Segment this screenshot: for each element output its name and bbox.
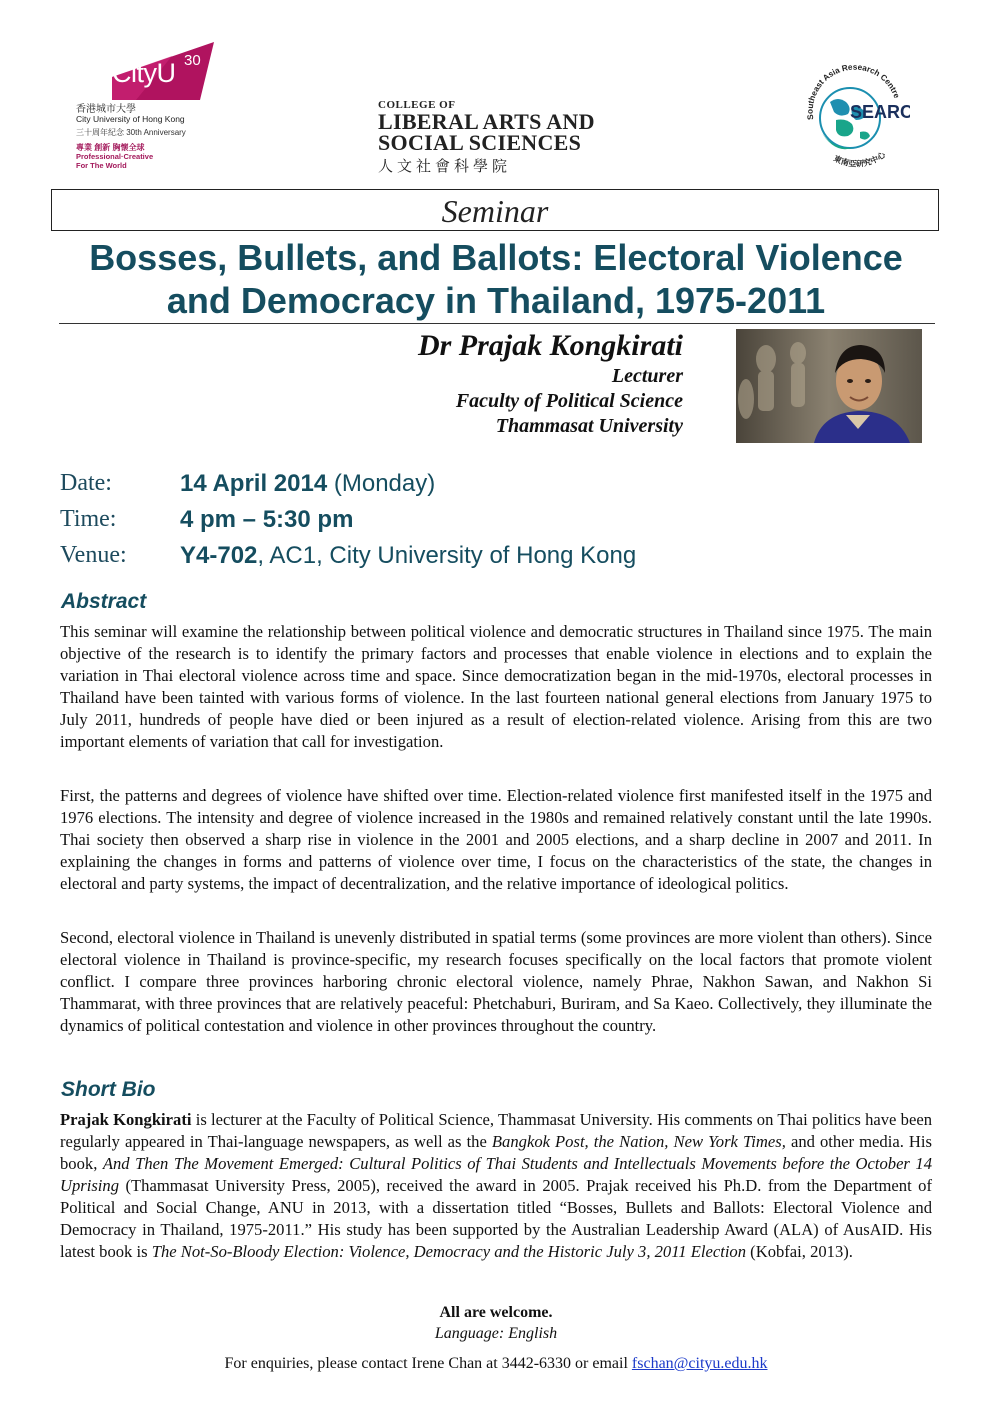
enquiry-line	[0, 1353, 992, 1374]
abstract-paragraph-1: This seminar will examine the relationship between political violence and democratic structures in Thailand since 1975. The main objective of the research is to identify the primary factors and processes that enable violence in elections and to explain the variation in Thai electoral violence across time and space. Since democratization began in the mid-1970s, electoral processes in Thailand have been tainted with various forms of violence. In the last fourteen national general elections from January 1975 to July 2011, hundreds of people have died or been injured as a result of election-related violence. Arising from this are two important elements of variation that call for investigation.	[60, 622, 932, 751]
time-row	[60, 506, 940, 542]
bio-heading: Short Bio	[61, 1078, 156, 1101]
time-label: Time:	[60, 506, 117, 532]
cityu-motto-en-2: For The World	[76, 161, 127, 170]
seminar-title	[40, 236, 952, 322]
seminar-title-line1: Bosses, Bullets, and Ballots: Electoral Violence	[89, 237, 903, 278]
time-main: 4 pm – 5:30 pm	[180, 506, 354, 533]
bio-name: Prajak Kongkirati	[60, 1110, 192, 1129]
college-of-label: COLLEGE OF	[378, 99, 456, 111]
seminar-label: Seminar	[441, 193, 549, 229]
date-row	[60, 470, 940, 506]
speaker-name: Dr Prajak Kongkirati	[417, 329, 683, 362]
bio-media-names: Bangkok Post, the Nation, New York Times,	[491, 1132, 786, 1151]
cityu-name-en: City University of Hong Kong	[76, 114, 185, 124]
searc-name-zh: 東南亞研究中心	[832, 150, 888, 169]
college-name-line1: LIBERAL ARTS AND	[378, 109, 595, 134]
speaker-position: Lecturer	[611, 365, 683, 387]
language-note: Language: English	[434, 1325, 558, 1342]
date-label: Date:	[60, 470, 112, 496]
bio-book-title-2: The Not-So-Bloody Election: Violence, Democracy and the Historic July 3, 2011 Election	[151, 1242, 747, 1261]
footer	[0, 1302, 992, 1374]
bio-text-3: (Thammasat University Press, 2005), received the award in 2005. Prajak received his Ph.D. from the Department of Political and Social Change, ANU in 2013, with a dissertation titled “Bosses, Bullets and Ballots: Electoral Violence and Democracy in Thailand, 1975-2011.” His study has been supported by the Australian Leadership Award (ALA) of AusAID. His latest book is	[60, 1176, 932, 1261]
enquiry-email-link[interactable]: fschan@cityu.edu.hk	[631, 1355, 768, 1372]
speaker-info	[300, 328, 683, 439]
abstract-paragraph-3: Second, electoral violence in Thailand is unevenly distributed in spatial terms (some provinces are more violent than others). Since electoral violence in Thailand is province-specific, my research focuses specifically on the local factors that promote violent conflict. I compare three provinces harboring chronic electoral violence, namely Phrae, Nakhon Sawan, and Nakhon Si Thammarat, with three provinces that are relatively peaceful: Phetchaburi, Buriram, and Sa Kaeo. Collectively, they illuminate the dynamics of political contestation and violence in other provinces throughout the country.	[60, 928, 932, 1035]
searc-globe-icon	[800, 60, 910, 170]
college-name-line2: SOCIAL SCIENCES	[378, 130, 582, 155]
cityu-anniversary: 三十周年紀念 30th Anniversary	[76, 128, 186, 137]
bio-paragraph	[60, 1109, 932, 1263]
seminar-banner	[51, 189, 939, 231]
college-name-zh: 人文社會科學院	[378, 159, 512, 175]
venue-label: Venue:	[60, 542, 127, 568]
title-divider	[59, 323, 935, 324]
date-main: 14 April 2014	[180, 470, 328, 497]
enquiry-text: For enquiries, please contact Irene Chan at 3442-6330 or email	[224, 1355, 632, 1372]
searc-logo	[800, 60, 910, 170]
venue-location: , AC1, City University of Hong Kong	[257, 542, 637, 569]
cityu-name-zh: 香港城市大學	[76, 104, 136, 115]
welcome-note: All are welcome.	[439, 1304, 553, 1321]
bio-book-title-1: And Then The Movement Emerged: Cultural Politics of Thai Students and Intellectuals Movements before the October 14 Uprising	[60, 1154, 933, 1195]
date-value	[180, 470, 435, 498]
venue-value	[180, 542, 636, 570]
bio-text-2: and other media. His book,	[60, 1132, 932, 1173]
cityu-motto-en-1: Professional·Creative	[76, 152, 154, 161]
speaker-photo	[736, 329, 922, 443]
searc-full-name: Southeast Asia Research Centre	[805, 62, 902, 121]
speaker-portrait-image	[736, 329, 922, 443]
bio-text-1: is lecturer at the Faculty of Political Science, Thammasat University. His comments on Thai politics have been regularly appeared in Thai-language newspapers, as well as the	[60, 1110, 932, 1151]
speaker-faculty: Faculty of Political Science	[455, 390, 683, 412]
speaker-university: Thammasat University	[495, 415, 683, 437]
cityu-logo	[72, 42, 222, 172]
cityu-wordmark: CityU	[112, 58, 176, 88]
bio-text-4: (Kobfai, 2013).	[746, 1242, 853, 1261]
searc-abbr: SEARC	[850, 102, 910, 122]
abstract-paragraph-2: First, the patterns and degrees of violence have shifted over time. Election-related violence first manifested itself in the 1975 and 1976 elections. The intensity and degree of violence increased in the 1980s and remained relatively constant until the late 1990s. Thai society then observed a sharp rise in violence in the 2001 and 2005 elections, and a sharp decline in 2007 and 2011. In explaining the changes in forms and patterns of violence over time, I focus on the characteristics of the state, the changes in electoral and party systems, the impact of decentralization, and the relative importance of ideological politics.	[60, 786, 932, 893]
seminar-title-line2: and Democracy in Thailand, 1975-2011	[166, 280, 826, 321]
abstract-heading: Abstract	[61, 590, 147, 613]
date-weekday: (Monday)	[327, 470, 436, 497]
venue-row	[60, 542, 940, 578]
cityu-anniversary-number: 30	[184, 52, 201, 69]
time-value	[180, 506, 353, 534]
cityu-motto-zh: 專業 創新 胸懷全球	[76, 143, 145, 152]
college-logo	[378, 99, 618, 176]
venue-room: Y4-702	[180, 542, 258, 569]
